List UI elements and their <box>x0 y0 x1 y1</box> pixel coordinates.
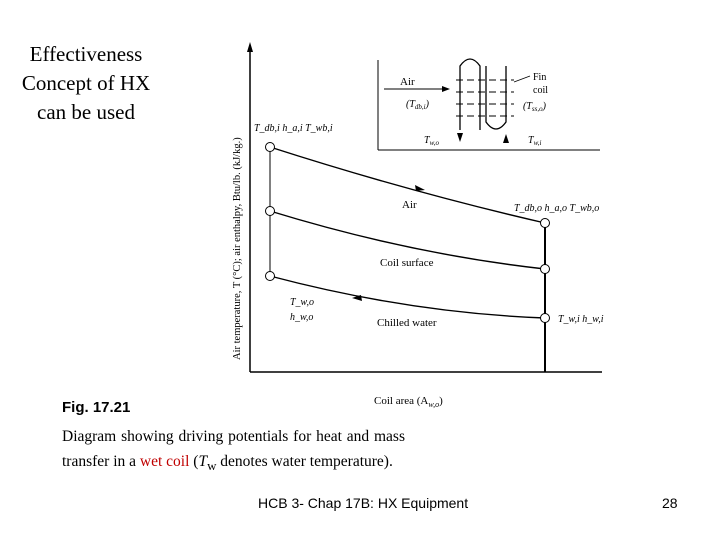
water-out-arrowhead <box>457 133 463 142</box>
point-water-in <box>541 314 550 323</box>
x-axis-label: Coil area $(A_{w,o})$ <box>374 395 443 409</box>
inset-fin-temp-label: $(T_{ss,o})$ <box>523 101 546 113</box>
inset-air-temp-label: $(T_{db,i})$ <box>406 99 429 111</box>
water-in-arrowhead <box>503 134 509 143</box>
point-coil-left <box>266 207 275 216</box>
air-curve-arrow <box>415 185 425 191</box>
slide-title: Effectiveness Concept of HX can be used <box>21 42 151 124</box>
caption-highlight: wet coil <box>139 453 190 470</box>
point-air-in <box>266 143 275 152</box>
caption-tw-subscript: w <box>207 458 217 474</box>
inlet-air-state-label: T_db,i h_a,i T_wb,i <box>254 123 333 134</box>
coil-inset <box>378 59 600 150</box>
chilled-water-label: Chilled water <box>377 317 437 329</box>
caption-tw-symbol: T <box>198 453 208 470</box>
inset-coil-label: coil <box>533 85 548 96</box>
figure-caption <box>62 424 405 478</box>
inset-water-in-label: $T_{w,i}$ <box>528 135 542 147</box>
water-in-state-label: T_w,i h_w,i <box>558 314 604 325</box>
point-water-out <box>266 272 275 281</box>
water-out-temp-label: T_w,o <box>290 297 314 308</box>
caption-part-3: denotes water temperature). <box>216 453 393 470</box>
inset-air-label: Air <box>400 76 415 88</box>
outlet-air-state-label: T_db,o h_a,o T_wb,o <box>514 203 600 214</box>
inset-air-arrowhead <box>442 86 450 92</box>
caption-part-1: Diagram showing driving potentials for heat and mass transfer in a <box>62 428 405 470</box>
coil-surface-label: Coil surface <box>380 257 434 269</box>
y-axis-arrow <box>247 42 253 52</box>
fin-pointer <box>514 76 530 82</box>
caption-part-2: ( <box>189 453 199 470</box>
water-out-enthalpy-label: h_w,o <box>290 312 314 323</box>
air-curve-label: Air <box>402 199 417 211</box>
point-coil-right <box>541 265 550 274</box>
inset-fin-label: Fin <box>533 72 547 83</box>
footer-text: HCB 3- Chap 17B: HX Equipment <box>258 495 469 511</box>
y-axis-label: Air temperature, T (°C); air enthalpy, Btu/lb. (kJ/kg.) <box>232 137 243 360</box>
figure-number: Fig. 17.21 <box>62 399 131 416</box>
coil-tube-2 <box>486 66 506 129</box>
coil-tube-1 <box>460 59 480 130</box>
page-number: 28 <box>662 495 678 511</box>
driving-potential-diagram <box>220 30 620 410</box>
air-curve <box>270 147 545 223</box>
point-air-out <box>541 219 550 228</box>
inset-water-out-label: $T_{w,o}$ <box>424 135 439 147</box>
